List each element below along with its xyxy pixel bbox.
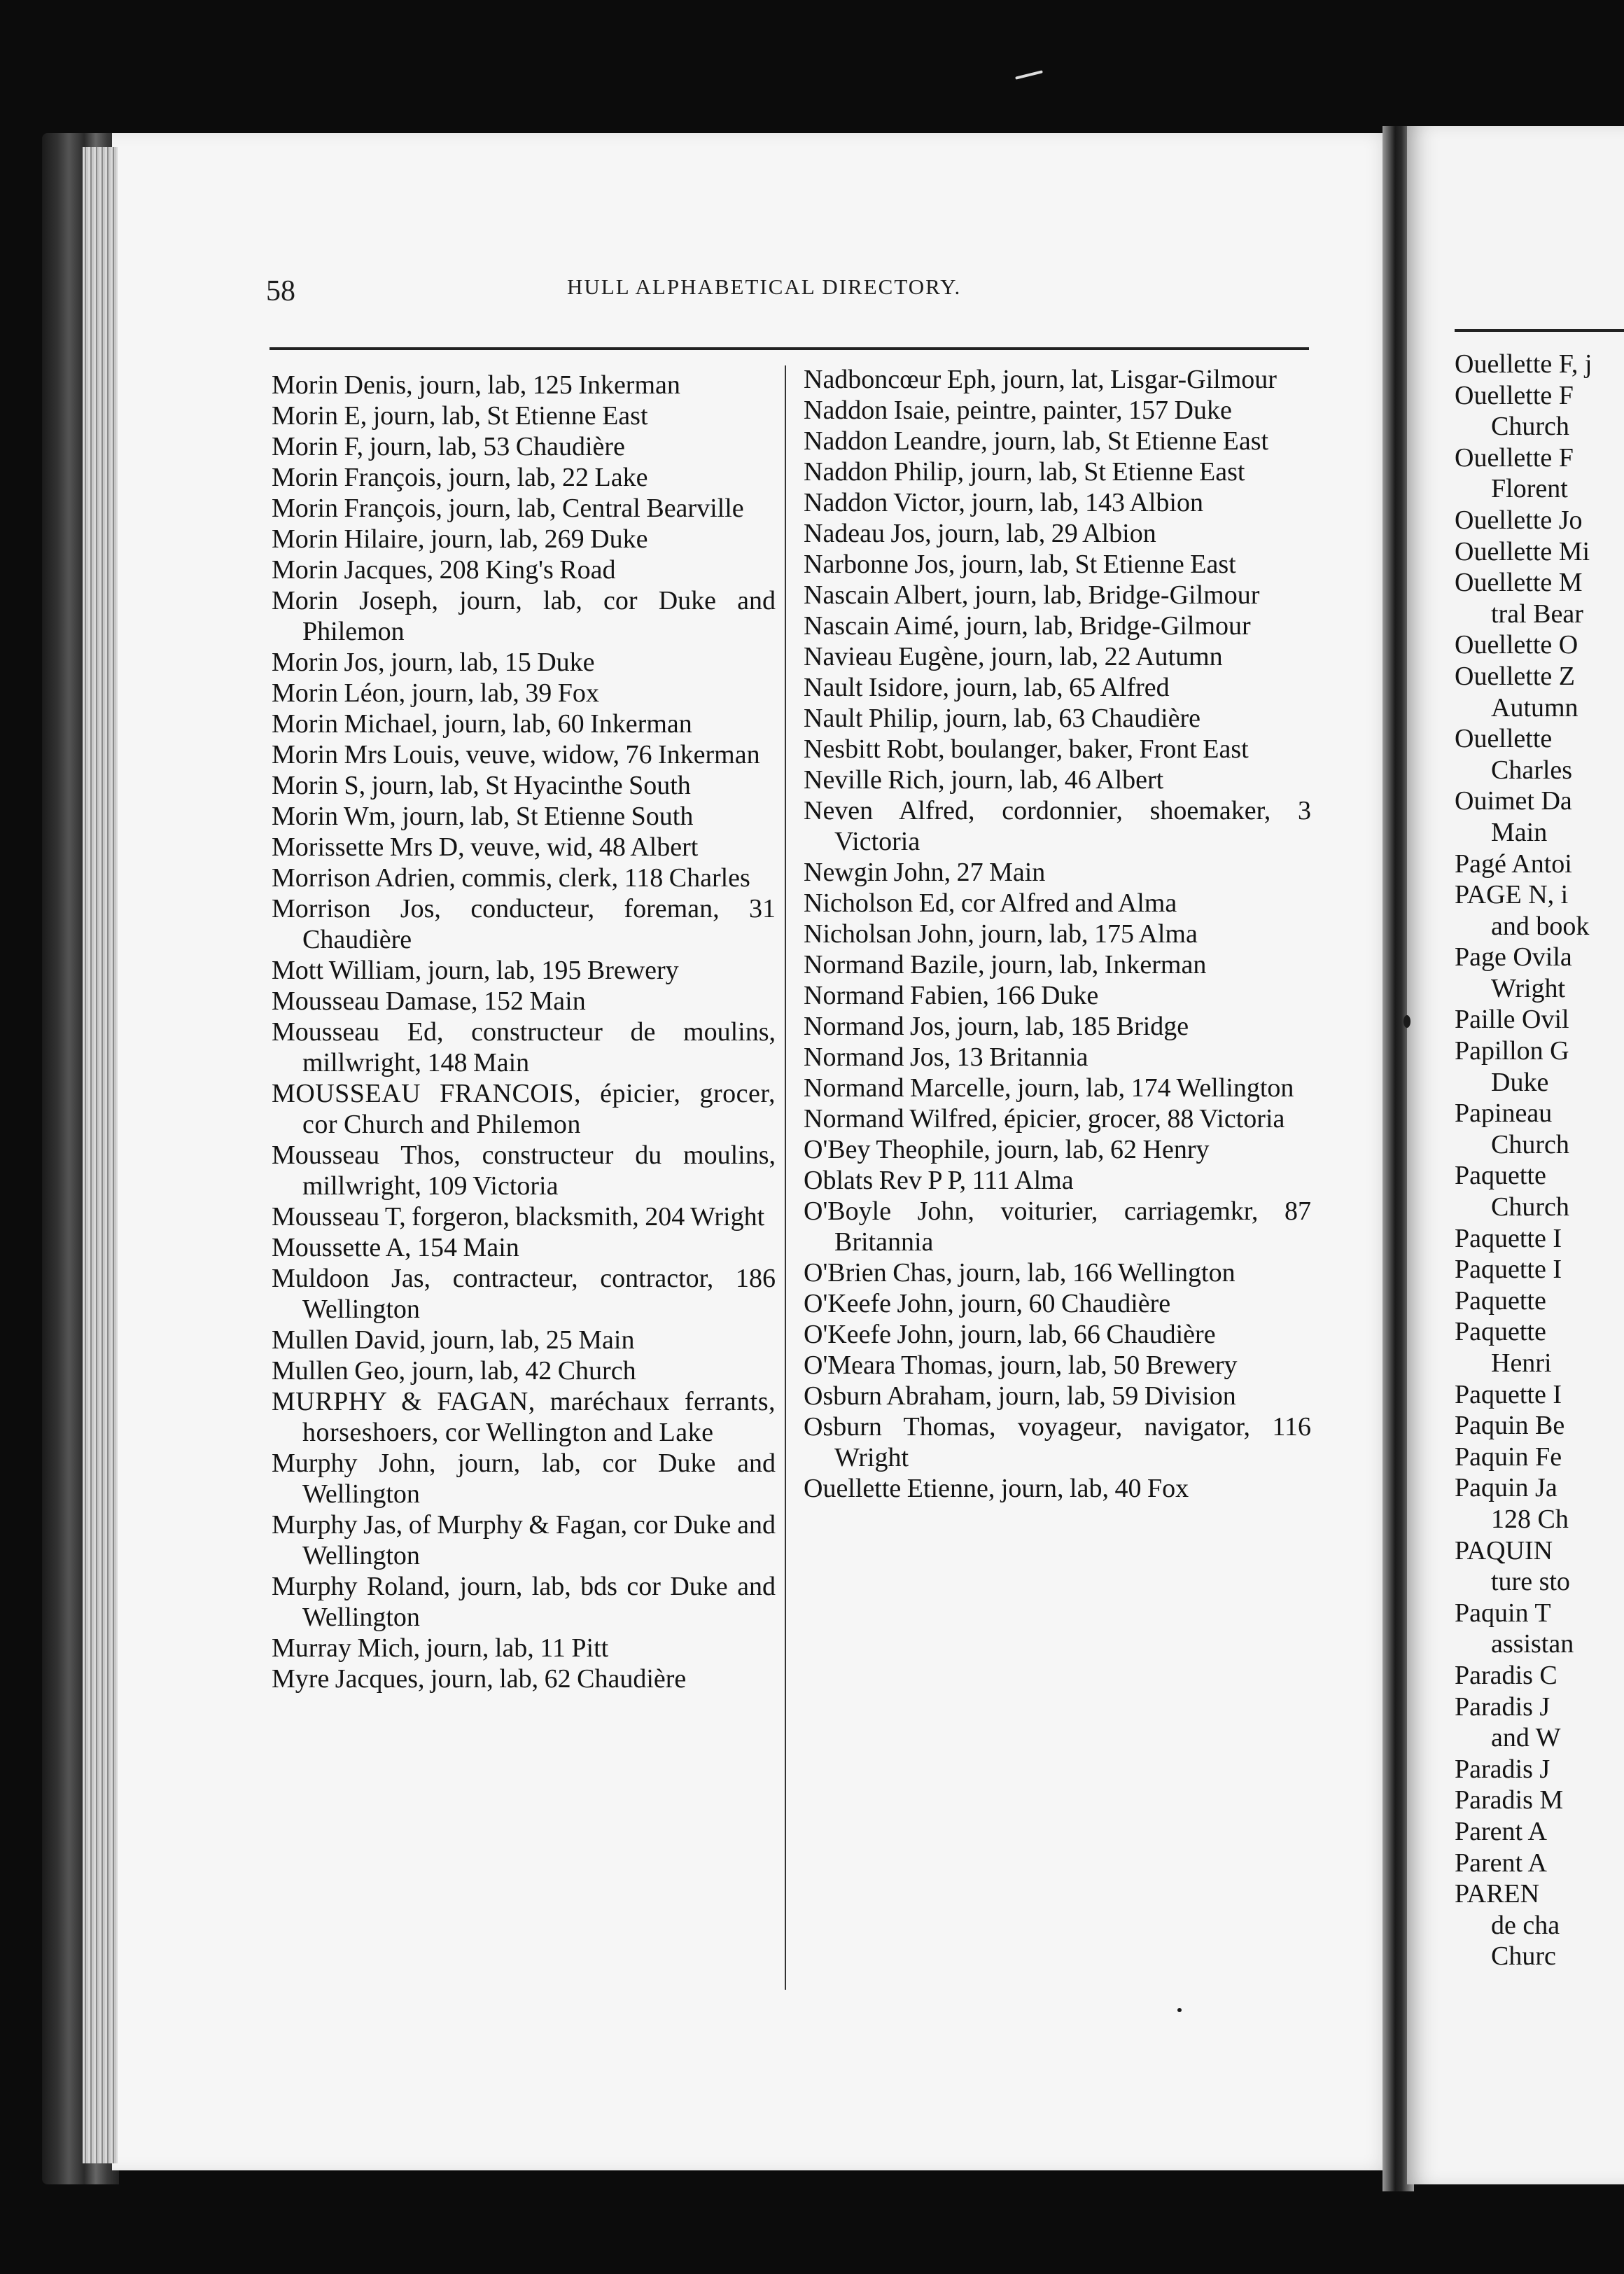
directory-entry: Naddon Leandre, journ, lab, St Etienne East xyxy=(804,426,1269,456)
directory-entry: Murphy Jas, of Murphy & Fagan, cor Duke and Wellington xyxy=(272,1510,776,1570)
next-page-entry-fragment: Ouellette Jo xyxy=(1455,505,1583,535)
directory-entry: Navieau Eugène, journ, lab, 22 Autumn xyxy=(804,642,1223,671)
next-page-entry-fragment: Church xyxy=(1491,1192,1569,1222)
running-head: HULL ALPHABETICAL DIRECTORY. xyxy=(567,274,962,299)
directory-entry: Morin Hilaire, journ, lab, 269 Duke xyxy=(272,524,648,554)
directory-entry: Ouellette Etienne, journ, lab, 40 Fox xyxy=(804,1474,1189,1503)
next-page-entry-fragment: Page Ovila xyxy=(1455,942,1572,972)
next-page-entry-fragment: tral Bear xyxy=(1491,599,1583,629)
directory-entry: Nicholsan John, journ, lab, 175 Alma xyxy=(804,919,1198,949)
directory-entry: Normand Jos, 13 Britannia xyxy=(804,1042,1088,1072)
next-page-entry-fragment: Pagé Antoi xyxy=(1455,849,1572,879)
directory-entry: Naddon Victor, journ, lab, 143 Albion xyxy=(804,488,1203,517)
page-number: 58 xyxy=(266,275,295,307)
next-page-entry-fragment: Duke xyxy=(1491,1067,1549,1097)
next-page-entry-fragment: Ouimet Da xyxy=(1455,786,1572,816)
next-page-entry-fragment: Florent xyxy=(1491,474,1568,504)
next-page-entry-fragment: Papillon G xyxy=(1455,1036,1569,1066)
next-page-entry-fragment: de cha xyxy=(1491,1910,1560,1940)
next-page-entry-fragment: Henri xyxy=(1491,1348,1552,1378)
directory-entry: Mott William, journ, lab, 195 Brewery xyxy=(272,956,679,985)
next-page-entry-fragment: 128 Ch xyxy=(1491,1504,1569,1534)
directory-entry: Morin S, journ, lab, St Hyacinthe South xyxy=(272,771,691,800)
directory-entry: Normand Fabien, 166 Duke xyxy=(804,981,1099,1010)
next-page-entry-fragment: Church xyxy=(1491,412,1569,442)
directory-entry: Morissette Mrs D, veuve, wid, 48 Albert xyxy=(272,832,699,862)
next-page-entry-fragment: Paquette xyxy=(1455,1161,1546,1191)
directory-entry: Morin Michael, journ, lab, 60 Inkerman xyxy=(272,709,692,739)
directory-entry: O'Bey Theophile, journ, lab, 62 Henry xyxy=(804,1135,1210,1164)
next-page-entry-fragment: Paradis C xyxy=(1455,1660,1558,1690)
directory-entry: Narbonne Jos, journ, lab, St Etienne East xyxy=(804,550,1236,579)
next-page-entry-fragment: Ouellette Z xyxy=(1455,661,1575,691)
next-page-rule xyxy=(1455,329,1624,332)
ink-speck xyxy=(1404,1015,1410,1028)
next-page-entry-fragment: Main xyxy=(1491,817,1548,847)
directory-entry: Morrison Adrien, commis, clerk, 118 Charles xyxy=(272,863,750,893)
directory-entry: Morin Jos, journ, lab, 15 Duke xyxy=(272,648,595,677)
directory-entry: Morin E, journ, lab, St Etienne East xyxy=(272,401,648,431)
directory-entry: Moussette A, 154 Main xyxy=(272,1233,519,1262)
directory-entry: Morin François, journ, lab, 22 Lake xyxy=(272,463,648,492)
directory-entry: Murphy Roland, journ, lab, bds cor Duke and Wellington xyxy=(272,1572,776,1632)
directory-column-left xyxy=(272,370,776,1694)
next-page-entry-fragment: Paquette I xyxy=(1455,1379,1562,1409)
next-page-entry-fragment: and book xyxy=(1491,911,1590,941)
next-page-entry-fragment: Paille Ovil xyxy=(1455,1005,1569,1035)
directory-entry: Morin Wm, journ, lab, St Etienne South xyxy=(272,802,694,831)
directory-entry: Myre Jacques, journ, lab, 62 Chaudière xyxy=(272,1664,687,1694)
directory-entry: O'Brien Chas, journ, lab, 166 Wellington xyxy=(804,1258,1236,1288)
directory-entry: Morin Jacques, 208 King's Road xyxy=(272,555,616,585)
next-page-entry-fragment: Paquette I xyxy=(1455,1223,1562,1253)
directory-entry: Naddon Philip, journ, lab, St Etienne East xyxy=(804,457,1245,487)
directory-entry: Oblats Rev P P, 111 Alma xyxy=(804,1166,1074,1195)
directory-entry: Morin Mrs Louis, veuve, widow, 76 Inkerman xyxy=(272,740,760,769)
next-page-entry-fragment: assistan xyxy=(1491,1629,1574,1659)
ink-speck xyxy=(1177,2008,1182,2012)
page-edges xyxy=(83,147,118,2163)
directory-entry: Neville Rich, journ, lab, 46 Albert xyxy=(804,765,1164,795)
next-page-entry-fragment: Paquin Be xyxy=(1455,1411,1565,1441)
next-page-entry-fragment: Ouellette M xyxy=(1455,568,1583,598)
directory-entry: Naddon Isaie, peintre, painter, 157 Duke xyxy=(804,396,1232,425)
next-page-entry-fragment: Wright xyxy=(1491,973,1566,1003)
next-page-entry-fragment: Paquin Ja xyxy=(1455,1473,1558,1503)
next-page-entry-fragment: Paquette I xyxy=(1455,1255,1562,1285)
next-page-entry-fragment: Paquin T xyxy=(1455,1598,1551,1628)
directory-entry: Nault Isidore, journ, lab, 65 Alfred xyxy=(804,673,1170,702)
directory-entry: Mousseau Thos, constructeur du moulins, millwright, 109 Victoria xyxy=(272,1141,776,1201)
header-rule xyxy=(270,347,1309,350)
film-scratch xyxy=(1015,70,1043,80)
directory-column-right xyxy=(804,364,1311,1504)
directory-entry: Mullen David, journ, lab, 25 Main xyxy=(272,1325,635,1355)
next-page-entry-fragment: Paquin Fe xyxy=(1455,1442,1562,1472)
next-page-entry-fragment: Autumn xyxy=(1491,692,1578,723)
directory-entry: Neven Alfred, cordonnier, shoemaker, 3 Victoria xyxy=(804,796,1311,856)
directory-entry: O'Keefe John, journ, 60 Chaudière xyxy=(804,1289,1171,1318)
directory-entry: Osburn Thomas, voyageur, navigator, 116 Wright xyxy=(804,1412,1311,1472)
next-page-entry-fragment: Papineau xyxy=(1455,1098,1553,1129)
directory-entry: Newgin John, 27 Main xyxy=(804,858,1046,887)
directory-entry: Nadboncœur Eph, journ, lat, Lisgar-Gilmour xyxy=(804,365,1277,394)
directory-entry: Morrison Jos, conducteur, foreman, 31 Chaudière xyxy=(272,894,776,954)
directory-entry: Nascain Albert, journ, lab, Bridge-Gilmour xyxy=(804,580,1260,610)
directory-entry: Nicholson Ed, cor Alfred and Alma xyxy=(804,888,1177,918)
directory-entry: Normand Jos, journ, lab, 185 Bridge xyxy=(804,1012,1189,1041)
next-page-entry-fragment: Ouellette Mi xyxy=(1455,536,1590,566)
next-page-entry-fragment: Church xyxy=(1491,1129,1569,1159)
next-page-entry-fragment: PAREN xyxy=(1455,1879,1540,1909)
directory-entry: Normand Bazile, journ, lab, Inkerman xyxy=(804,950,1207,979)
next-page-entry-fragment: and W xyxy=(1491,1723,1561,1753)
next-page-entry-fragment: Parent A xyxy=(1455,1816,1547,1846)
directory-entry: Mousseau T, forgeron, blacksmith, 204 Wright xyxy=(272,1202,765,1232)
next-page-entry-fragment: Ouellette xyxy=(1455,724,1553,754)
next-page-entry-fragment: Paradis M xyxy=(1455,1785,1564,1815)
next-page-column xyxy=(1455,349,1624,1972)
next-page-entry-fragment: Parent A xyxy=(1455,1848,1547,1878)
directory-entry: Nault Philip, journ, lab, 63 Chaudière xyxy=(804,704,1201,733)
next-page-entry-fragment: Ouellette F xyxy=(1455,442,1574,473)
column-divider xyxy=(785,365,786,1990)
directory-entry: Osburn Abraham, journ, lab, 59 Division xyxy=(804,1381,1236,1411)
directory-entry: Muldoon Jas, contracteur, contractor, 186 Wellington xyxy=(272,1264,776,1324)
directory-entry: Murray Mich, journ, lab, 11 Pitt xyxy=(272,1633,609,1663)
next-page-entry-fragment: Paradis J xyxy=(1455,1691,1550,1722)
directory-entry: Mousseau Ed, constructeur de moulins, millwright, 148 Main xyxy=(272,1017,776,1077)
directory-entry: MOUSSEAU FRANCOIS, épicier, grocer, cor Church and Philemon xyxy=(272,1079,776,1139)
directory-entry: Murphy John, journ, lab, cor Duke and Wellington xyxy=(272,1449,776,1509)
next-page-entry-fragment: PAGE N, i xyxy=(1455,880,1569,910)
directory-entry: O'Boyle John, voiturier, carriagemkr, 87 Britannia xyxy=(804,1197,1311,1257)
directory-entry: Normand Marcelle, journ, lab, 174 Wellington xyxy=(804,1073,1294,1103)
directory-entry: Morin François, journ, lab, Central Bearville xyxy=(272,494,744,523)
directory-entry: Normand Wilfred, épicier, grocer, 88 Victoria xyxy=(804,1104,1285,1133)
directory-entry: Morin Léon, journ, lab, 39 Fox xyxy=(272,678,599,708)
next-page-entry-fragment: Churc xyxy=(1491,1941,1556,1972)
directory-entry: MURPHY & FAGAN, maréchaux ferrants, horseshoers, cor Wellington and Lake xyxy=(272,1387,776,1447)
next-page-entry-fragment: Paradis J xyxy=(1455,1754,1550,1784)
directory-entry: Morin Joseph, journ, lab, cor Duke and Philemon xyxy=(272,586,776,646)
directory-entry: Nesbitt Robt, boulanger, baker, Front East xyxy=(804,734,1249,764)
directory-entry: Nadeau Jos, journ, lab, 29 Albion xyxy=(804,519,1156,548)
next-page-entry-fragment: ture sto xyxy=(1491,1567,1570,1597)
directory-entry: O'Meara Thomas, journ, lab, 50 Brewery xyxy=(804,1351,1238,1380)
next-page-entry-fragment: PAQUIN xyxy=(1455,1535,1553,1565)
directory-entry: Nascain Aimé, journ, lab, Bridge-Gilmour xyxy=(804,611,1251,641)
next-page-entry-fragment: Ouellette O xyxy=(1455,630,1578,660)
next-page-entry-fragment: Charles xyxy=(1491,755,1573,785)
next-page-entry-fragment: Ouellette F xyxy=(1455,380,1574,410)
directory-entry: O'Keefe John, journ, lab, 66 Chaudière xyxy=(804,1320,1216,1349)
directory-entry: Morin F, journ, lab, 53 Chaudière xyxy=(272,432,625,461)
next-page-entry-fragment: Paquette xyxy=(1455,1317,1546,1347)
directory-entry: Morin Denis, journ, lab, 125 Inkerman xyxy=(272,370,680,400)
directory-entry: Mullen Geo, journ, lab, 42 Church xyxy=(272,1356,636,1386)
directory-entry: Mousseau Damase, 152 Main xyxy=(272,986,586,1016)
next-page-entry-fragment: Paquette xyxy=(1455,1285,1546,1316)
next-page-entry-fragment: Ouellette F, j xyxy=(1455,349,1592,379)
